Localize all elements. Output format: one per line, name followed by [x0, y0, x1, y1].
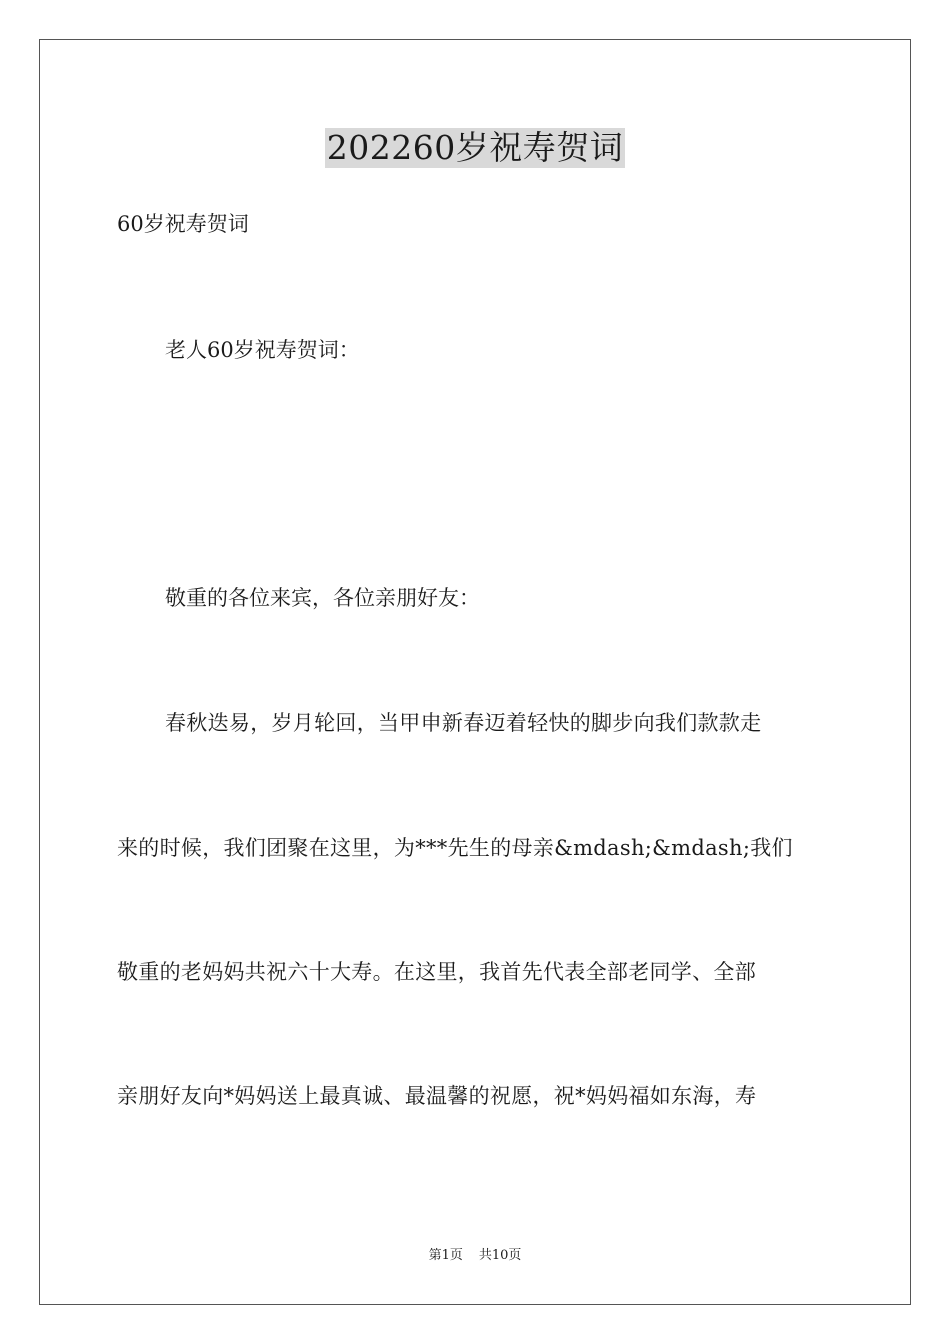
document-subtitle: 60岁祝寿贺词	[117, 212, 249, 236]
page-number: 第1页	[428, 1248, 463, 1263]
page-total: 共10页	[478, 1248, 522, 1263]
body-line: 春秋迭易，岁月轮回，当甲申新春迈着轻快的脚步向我们款款走	[165, 711, 762, 735]
greeting-line: 敬重的各位来宾，各位亲朋好友：	[165, 586, 480, 610]
body-line: 来的时候，我们团聚在这里，为***先生的母亲&mdash;&mdash;我们	[117, 836, 793, 860]
body-line: 亲朋好友向*妈妈送上最真诚、最温馨的祝愿，祝*妈妈福如东海，寿	[117, 1084, 757, 1108]
body-line: 敬重的老妈妈共祝六十大寿。在这里，我首先代表全部老同学、全部	[117, 960, 756, 984]
document-title: 202260岁祝寿贺词	[326, 128, 624, 167]
title-container	[0, 128, 950, 168]
section-heading: 老人60岁祝寿贺词：	[165, 338, 360, 362]
page-footer	[0, 1247, 950, 1265]
